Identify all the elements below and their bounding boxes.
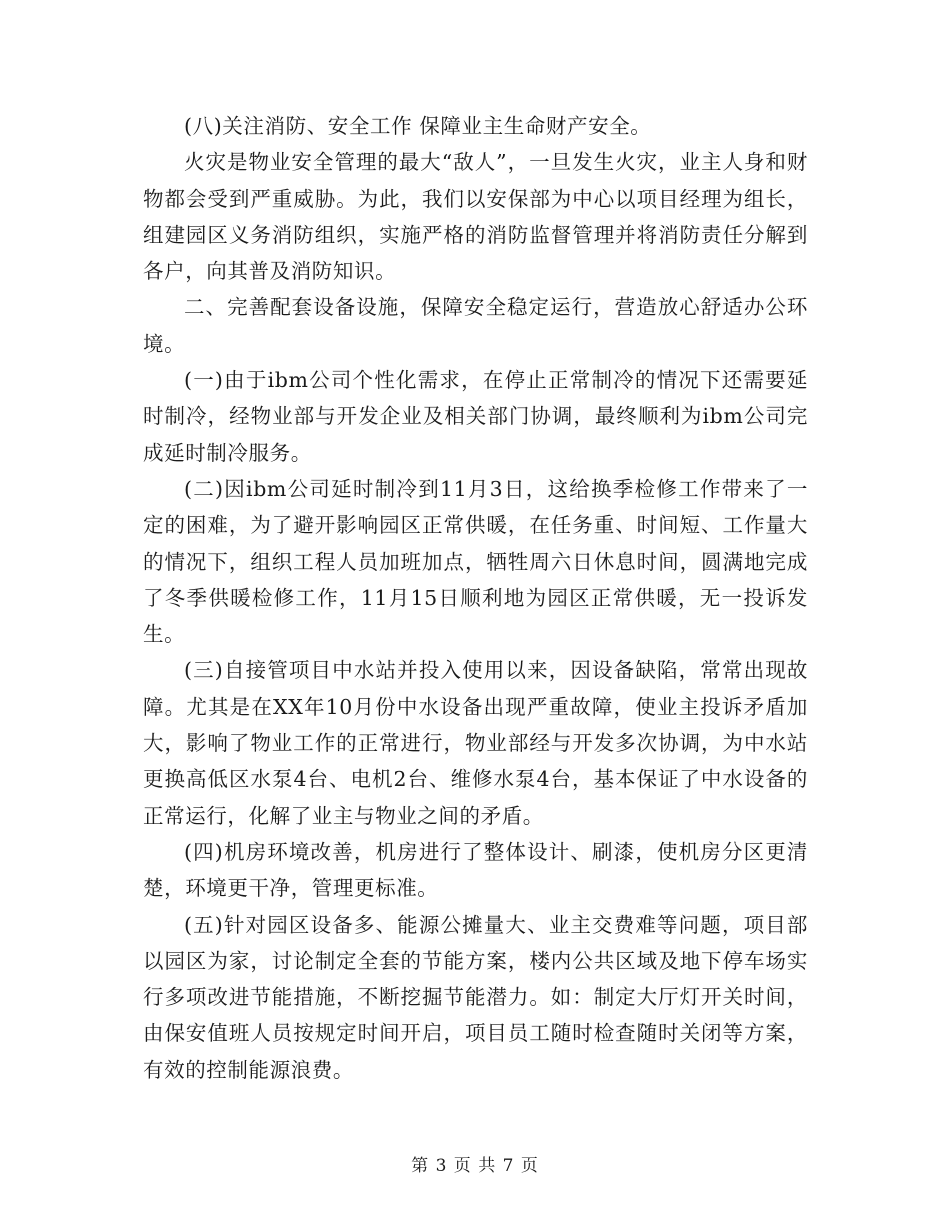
paragraph-item-three: (三)自接管项目中水站并投入使用以来，因设备缺陷，常常出现故障。尤其是在XX年10月份中水设备出现严重故障，使业主投诉矛盾加大，影响了物业工作的正常进行，物业部经与开发多次协调，为中水站更换高低区水泵4台、电机2台、维修水泵4台，基本保证了中水设备的正常运行，化解了业主与物业之间的矛盾。 bbox=[143, 658, 808, 828]
paragraph-fire-safety-body: 火灾是物业安全管理的最大“敌人”，一旦发生火灾，业主人身和财物都会受到严重威胁。为此，我们以安保部为中心以项目经理为组长，组建园区义务消防组织，实施严格的消防监督管理并将消防责任分解到各户，向其普及消防知识。 bbox=[143, 150, 808, 284]
paragraph-fire-safety-heading: (八)关注消防、安全工作 保障业主生命财产安全。 bbox=[184, 114, 652, 138]
paragraph-item-five: (五)针对园区设备多、能源公摊量大、业主交费难等问题，项目部以园区为家，讨论制定全套的节能方案，楼内公共区域及地下停车场实行多项改进节能措施，不断挖掘节能潜力。如：制定大厅灯开关时间，由保安值班人员按规定时间开启，项目员工随时检查随时关闭等方案，有效的控制能源浪费。 bbox=[143, 912, 808, 1082]
page-footer: 第 3 页 共 7 页 bbox=[411, 1156, 539, 1176]
paragraph-item-two: (二)因ibm公司延时制冷到11月3日，这给换季检修工作带来了一定的困难，为了避开影响园区正常供暖，在任务重、时间短、工作量大的情况下，组织工程人员加班加点，牺牲周六日休息时间，圆满地完成了冬季供暖检修工作，11月15日顺利地为园区正常供暖，无一投诉发生。 bbox=[143, 476, 808, 647]
paragraph-item-four: (四)机房环境改善，机房进行了整体设计、刷漆，使机房分区更清楚，环境更干净，管理更标准。 bbox=[143, 839, 808, 901]
paragraph-item-one: (一)由于ibm公司个性化需求，在停止正常制冷的情况下还需要延时制冷，经物业部与开发企业及相关部门协调，最终顺利为ibm公司完成延时制冷服务。 bbox=[143, 368, 808, 465]
paragraph-section-two-heading: 二、完善配套设备设施，保障安全稳定运行，营造放心舒适办公环境。 bbox=[143, 295, 808, 356]
document-body bbox=[143, 108, 808, 1088]
